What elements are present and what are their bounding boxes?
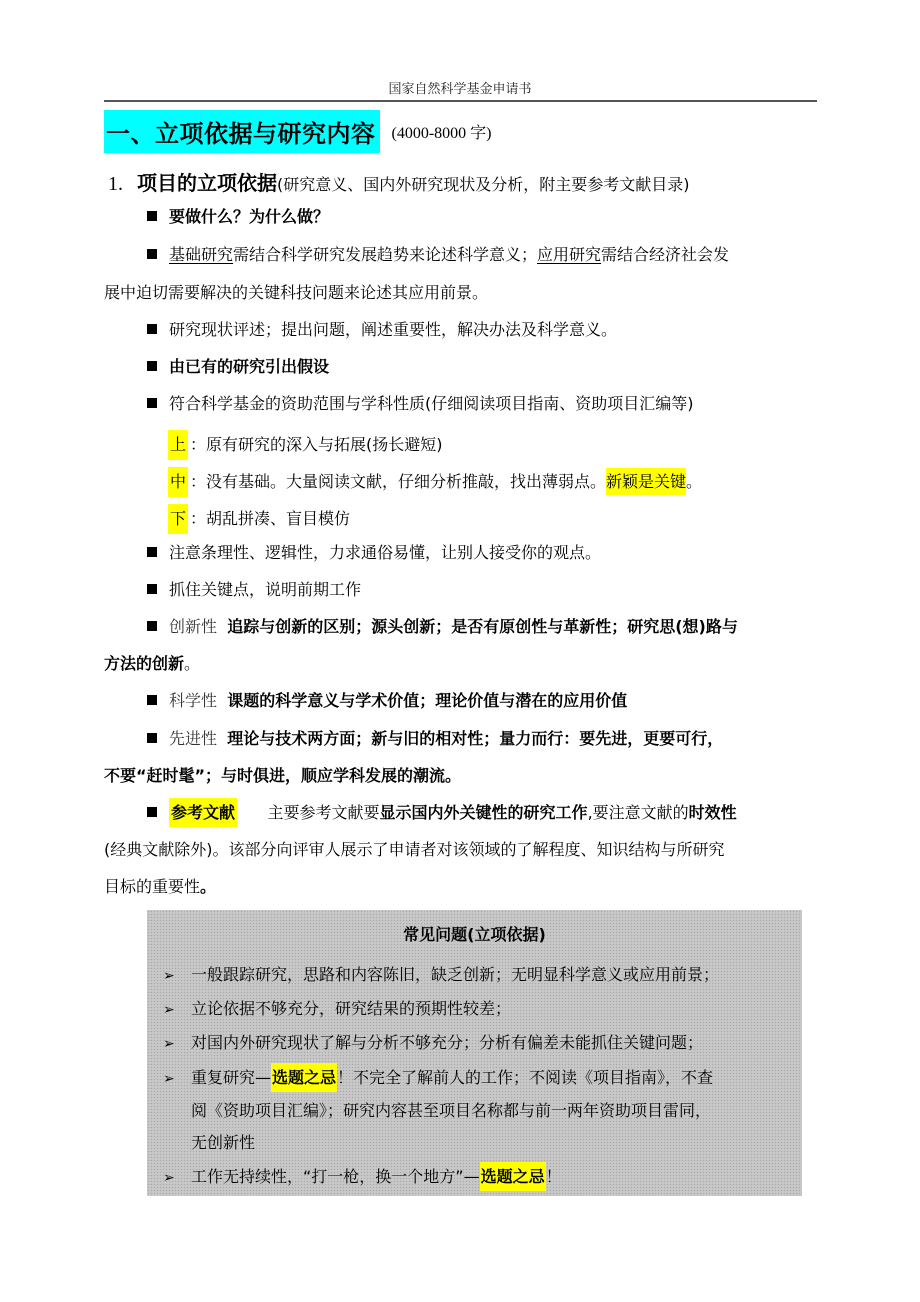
square-bullet-icon <box>147 249 157 259</box>
point-advanced: 先进性 理论与技术两方面；新与旧的相对性；量力而行：要先进，更要可行， <box>147 728 723 750</box>
square-bullet-icon <box>147 733 157 743</box>
faq-box <box>147 910 802 1196</box>
level-label: 中 <box>168 467 188 497</box>
square-bullet-icon <box>147 695 157 705</box>
point-status-review: 研究现状评述；提出问题，阐述重要性，解决办法及科学意义。 <box>147 319 617 341</box>
point-references-cont1: (经典文献除外)。该部分向评审人展示了申请者对该领域的了解程度、知识结构与所研究 <box>104 840 725 859</box>
section-title-text: 一、立项依据与研究内容 <box>104 110 380 153</box>
square-bullet-icon <box>147 398 157 408</box>
section-title <box>104 110 492 153</box>
section-word-count: (4000-8000 字) <box>391 125 492 142</box>
subsection-title <box>108 167 690 196</box>
novelty-highlight: 新颖是关键 <box>606 468 686 495</box>
arrow-bullet-icon: ➢ <box>163 1071 175 1087</box>
point-logic: 注意条理性、逻辑性，力求通俗易懂，让别人接受你的观点。 <box>147 542 601 564</box>
point-key-points: 抓住关键点，说明前期工作 <box>147 579 361 601</box>
advanced-label: 先进性 <box>169 729 218 748</box>
faq-item-cont: 无创新性 <box>191 1133 256 1152</box>
arrow-bullet-icon: ➢ <box>163 1002 175 1018</box>
level-middle: 中 ：没有基础。大量阅读文献，仔细分析推敲，找出薄弱点。新颖是关键。 <box>168 467 702 497</box>
point-what-why: 要做什么？为什么做？ <box>147 206 329 228</box>
level-lower: 下 ：胡乱拼凑、盲目模仿 <box>168 504 350 534</box>
faq-item: ➢ 工作无持续性，“打一枪，换一个地方”—选题之忌！ <box>163 1166 562 1189</box>
point-basic-applied: 基础研究需结合科学研究发展趋势来论述科学意义；应用研究需结合经济社会发 <box>147 244 729 266</box>
faq-item: ➢ 对国内外研究现状了解与分析不够充分；分析有偏差未能抓住关键问题； <box>163 1032 703 1055</box>
references-label: 参考文献 <box>169 798 237 827</box>
level-label: 下 <box>168 504 188 534</box>
applied-research-term: 应用研究 <box>537 245 602 264</box>
square-bullet-icon <box>147 807 157 817</box>
point-hypothesis: 由已有的研究引出假设 <box>147 356 329 378</box>
faq-item: ➢ 重复研究—选题之忌！不完全了解前人的工作；不阅读《项目指南》，不查 <box>163 1067 713 1090</box>
square-bullet-icon <box>147 584 157 594</box>
header-divider <box>104 100 817 102</box>
square-bullet-icon <box>147 547 157 557</box>
subsection-number: 1. <box>108 173 123 195</box>
faq-item: ➢ 立论依据不够充分，研究结果的预期性较差； <box>163 998 511 1021</box>
faq-title: 常见问题(立项依据) <box>403 925 546 944</box>
subsection-note: (研究意义、国内外研究现状及分析，附主要参考文献目录) <box>277 175 690 194</box>
square-bullet-icon <box>147 361 157 371</box>
arrow-bullet-icon: ➢ <box>163 1170 175 1186</box>
square-bullet-icon <box>147 211 157 221</box>
point-references: 参考文献 主要参考文献要显示国内外关键性的研究工作,要注意文献的时效性 <box>147 802 737 824</box>
point-basic-applied-cont: 展中迫切需要解决的关键科技问题来论述其应用前景。 <box>104 283 489 302</box>
point-funding-scope: 符合科学基金的资助范围与学科性质(仔细阅读项目指南、资助项目汇编等) <box>147 393 694 415</box>
page-header: 国家自然科学基金申请书 <box>388 82 532 97</box>
point-science: 科学性 课题的科学意义与学术价值；理论价值与潜在的应用价值 <box>147 690 627 712</box>
faq-item-cont: 阅《资助项目汇编》；研究内容甚至项目名称都与前一两年资助项目雷同， <box>191 1101 712 1120</box>
arrow-bullet-icon: ➢ <box>163 1036 175 1052</box>
science-label: 科学性 <box>169 691 218 710</box>
level-upper: 上 ：原有研究的深入与拓展(扬长避短) <box>168 430 443 460</box>
square-bullet-icon <box>147 621 157 631</box>
innovation-label: 创新性 <box>169 617 218 636</box>
point-innovation-cont: 方法的创新。 <box>104 654 201 673</box>
point-references-cont2: 目标的重要性。 <box>104 877 217 896</box>
taboo-highlight: 选题之忌 <box>271 1063 337 1092</box>
point-advanced-cont: 不要“赶时髦”；与时俱进，顺应学科发展的潮流。 <box>104 766 462 785</box>
level-label: 上 <box>168 430 188 460</box>
arrow-bullet-icon: ➢ <box>163 968 175 984</box>
point-innovation: 创新性 追踪与创新的区别；源头创新；是否有原创性与革新性；研究思(想)路与 <box>147 616 738 638</box>
basic-research-term: 基础研究 <box>169 245 234 264</box>
subsection-title-text: 项目的立项依据 <box>137 171 277 195</box>
taboo-highlight: 选题之忌 <box>480 1162 546 1191</box>
faq-item: ➢ 一般跟踪研究，思路和内容陈旧，缺乏创新；无明显科学意义或应用前景； <box>163 964 719 987</box>
square-bullet-icon <box>147 324 157 334</box>
